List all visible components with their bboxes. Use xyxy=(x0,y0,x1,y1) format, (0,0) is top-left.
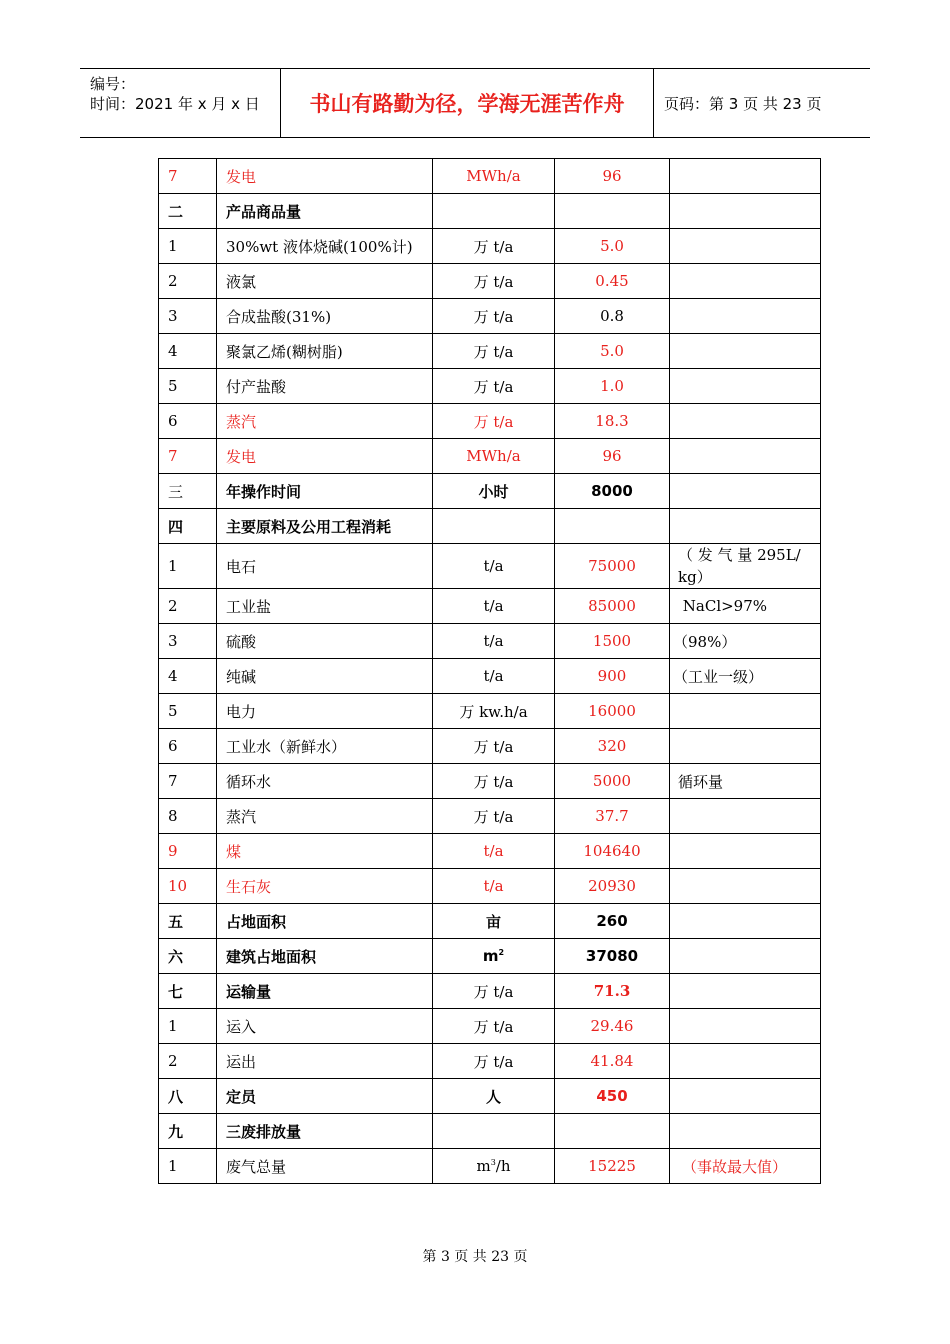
cell-item: 运输量 xyxy=(217,974,433,1009)
cell-note xyxy=(670,834,821,869)
cell-item: 合成盐酸(31%) xyxy=(217,299,433,334)
cell-index: 8 xyxy=(159,799,217,834)
cell-unit: 万 t/a xyxy=(433,729,555,764)
cell-unit: 万 t/a xyxy=(433,799,555,834)
cell-note: NaCl>97% xyxy=(670,589,821,624)
cell-index: 三 xyxy=(159,474,217,509)
unit-base: m xyxy=(476,1157,491,1175)
cell-note xyxy=(670,159,821,194)
cell-value: 16000 xyxy=(555,694,670,729)
cell-value: 320 xyxy=(555,729,670,764)
cell-index: 6 xyxy=(159,404,217,439)
cell-value xyxy=(555,509,670,544)
cell-unit: t/a xyxy=(433,544,555,589)
table-row xyxy=(159,939,821,974)
cell-item: 建筑占地面积 xyxy=(217,939,433,974)
table-row xyxy=(159,589,821,624)
cell-item: 运入 xyxy=(217,1009,433,1044)
table-row xyxy=(159,869,821,904)
cell-item: 运出 xyxy=(217,1044,433,1079)
cell-value xyxy=(555,1114,670,1149)
cell-value: 96 xyxy=(555,159,670,194)
cell-index: 2 xyxy=(159,589,217,624)
cell-unit: 万 t/a xyxy=(433,974,555,1009)
cell-index: 1 xyxy=(159,544,217,589)
cell-item: 生石灰 xyxy=(217,869,433,904)
cell-unit: 万 t/a xyxy=(433,404,555,439)
cell-note xyxy=(670,1009,821,1044)
table-row xyxy=(159,974,821,1009)
table-row xyxy=(159,509,821,544)
table-row xyxy=(159,299,821,334)
cell-note xyxy=(670,334,821,369)
unit-base: m xyxy=(482,947,499,965)
cell-index: 四 xyxy=(159,509,217,544)
cell-note xyxy=(670,369,821,404)
table-row xyxy=(159,439,821,474)
header-meta xyxy=(80,69,280,137)
cell-note xyxy=(670,799,821,834)
cell-index: 九 xyxy=(159,1114,217,1149)
table-row xyxy=(159,624,821,659)
cell-value: 15225 xyxy=(555,1149,670,1184)
cell-item: 蒸汽 xyxy=(217,404,433,439)
cell-note xyxy=(670,194,821,229)
cell-note: （事故最大值） xyxy=(670,1149,821,1184)
cell-note xyxy=(670,974,821,1009)
cell-item: 30%wt 液体烧碱(100%计) xyxy=(217,229,433,264)
table-row xyxy=(159,1009,821,1044)
cell-note xyxy=(670,1079,821,1114)
cell-item: 蒸汽 xyxy=(217,799,433,834)
cell-unit xyxy=(433,194,555,229)
cell-value: 0.8 xyxy=(555,299,670,334)
cell-note xyxy=(670,229,821,264)
table-row xyxy=(159,1079,821,1114)
cell-item: 定员 xyxy=(217,1079,433,1114)
cell-index: 4 xyxy=(159,334,217,369)
cell-item: 年操作时间 xyxy=(217,474,433,509)
cell-note xyxy=(670,869,821,904)
unit-superscript: 2 xyxy=(498,948,505,957)
cell-unit: t/a xyxy=(433,869,555,904)
cell-item: 付产盐酸 xyxy=(217,369,433,404)
table-row xyxy=(159,194,821,229)
cell-note xyxy=(670,264,821,299)
table-row xyxy=(159,159,821,194)
table-row xyxy=(159,264,821,299)
cell-index: 7 xyxy=(159,439,217,474)
cell-value: 41.84 xyxy=(555,1044,670,1079)
cell-value: 96 xyxy=(555,439,670,474)
table-row xyxy=(159,404,821,439)
cell-index: 2 xyxy=(159,264,217,299)
cell-index: 六 xyxy=(159,939,217,974)
cell-unit: 万 t/a xyxy=(433,764,555,799)
cell-unit: 万 kw.h/a xyxy=(433,694,555,729)
table-row xyxy=(159,834,821,869)
cell-unit: 万 t/a xyxy=(433,1044,555,1079)
cell-index: 二 xyxy=(159,194,217,229)
table-row xyxy=(159,694,821,729)
cell-note xyxy=(670,509,821,544)
cell-unit: 人 xyxy=(433,1079,555,1114)
data-table xyxy=(158,158,821,1184)
cell-item: 聚氯乙烯(糊树脂) xyxy=(217,334,433,369)
cell-value: 450 xyxy=(555,1079,670,1114)
cell-note xyxy=(670,439,821,474)
cell-item: 产品商品量 xyxy=(217,194,433,229)
cell-unit: t/a xyxy=(433,624,555,659)
table-row xyxy=(159,369,821,404)
cell-index: 1 xyxy=(159,1149,217,1184)
cell-index: 7 xyxy=(159,159,217,194)
cell-value: 5.0 xyxy=(555,334,670,369)
cell-value: 8000 xyxy=(555,474,670,509)
cell-value xyxy=(555,194,670,229)
table-row xyxy=(159,229,821,264)
cell-index: 5 xyxy=(159,694,217,729)
number-label: 编号： xyxy=(90,75,136,93)
cell-item: 工业水（新鲜水） xyxy=(217,729,433,764)
cell-value: 1.0 xyxy=(555,369,670,404)
table-row xyxy=(159,659,821,694)
table-row xyxy=(159,729,821,764)
table-row xyxy=(159,334,821,369)
table-row xyxy=(159,544,821,589)
cell-note xyxy=(670,939,821,974)
table-row xyxy=(159,764,821,799)
cell-index: 6 xyxy=(159,729,217,764)
table-row xyxy=(159,799,821,834)
cell-unit: t/a xyxy=(433,589,555,624)
cell-value: 37080 xyxy=(555,939,670,974)
cell-note xyxy=(670,299,821,334)
page-footer: 第 3 页 共 23 页 xyxy=(422,1249,528,1265)
cell-index: 1 xyxy=(159,229,217,264)
cell-item: 电石 xyxy=(217,544,433,589)
cell-value: 71.3 xyxy=(555,974,670,1009)
cell-item: 主要原料及公用工程消耗 xyxy=(217,509,433,544)
cell-index: 10 xyxy=(159,869,217,904)
cell-index: 1 xyxy=(159,1009,217,1044)
cell-unit: MWh/a xyxy=(433,439,555,474)
cell-unit: t/a xyxy=(433,834,555,869)
cell-unit: 万 t/a xyxy=(433,264,555,299)
cell-unit: t/a xyxy=(433,659,555,694)
cell-item: 液氯 xyxy=(217,264,433,299)
cell-note xyxy=(670,694,821,729)
cell-item: 废气总量 xyxy=(217,1149,433,1184)
cell-note xyxy=(670,729,821,764)
cell-note: （98%） xyxy=(670,624,821,659)
cell-unit: 万 t/a xyxy=(433,334,555,369)
cell-item: 发电 xyxy=(217,439,433,474)
header-motto: 书山有路勤为径，学海无涯苦作舟 xyxy=(280,69,654,137)
cell-index: 5 xyxy=(159,369,217,404)
cell-unit xyxy=(433,1149,555,1184)
cell-value: 5000 xyxy=(555,764,670,799)
cell-index: 五 xyxy=(159,904,217,939)
cell-unit: MWh/a xyxy=(433,159,555,194)
page-header xyxy=(80,68,870,138)
cell-item: 循环水 xyxy=(217,764,433,799)
cell-value: 18.3 xyxy=(555,404,670,439)
cell-index: 3 xyxy=(159,624,217,659)
unit-tail: /h xyxy=(495,1157,511,1175)
cell-index: 4 xyxy=(159,659,217,694)
header-page-label: 页码：第 3 页 共 23 页 xyxy=(664,94,822,113)
table-row xyxy=(159,1114,821,1149)
cell-item: 发电 xyxy=(217,159,433,194)
table-row xyxy=(159,904,821,939)
cell-value: 0.45 xyxy=(555,264,670,299)
cell-note xyxy=(670,1044,821,1079)
cell-note xyxy=(670,904,821,939)
cell-index: 9 xyxy=(159,834,217,869)
cell-unit xyxy=(433,939,555,974)
cell-value: 20930 xyxy=(555,869,670,904)
cell-unit: 万 t/a xyxy=(433,229,555,264)
cell-item: 占地面积 xyxy=(217,904,433,939)
table-row xyxy=(159,474,821,509)
cell-index: 7 xyxy=(159,764,217,799)
table-row xyxy=(159,1044,821,1079)
cell-item: 纯碱 xyxy=(217,659,433,694)
cell-value: 75000 xyxy=(555,544,670,589)
cell-index: 3 xyxy=(159,299,217,334)
time-label: 时间：2021 年 x 月 x 日 xyxy=(90,95,260,113)
cell-unit xyxy=(433,1114,555,1149)
cell-unit xyxy=(433,509,555,544)
cell-index: 2 xyxy=(159,1044,217,1079)
cell-note xyxy=(670,404,821,439)
cell-item: 煤 xyxy=(217,834,433,869)
cell-note xyxy=(670,1114,821,1149)
cell-unit: 万 t/a xyxy=(433,1009,555,1044)
unit-superscript: 3 xyxy=(490,1158,496,1167)
cell-unit: 亩 xyxy=(433,904,555,939)
cell-item: 工业盐 xyxy=(217,589,433,624)
cell-note: 循环量 xyxy=(670,764,821,799)
cell-unit: 万 t/a xyxy=(433,369,555,404)
cell-item: 电力 xyxy=(217,694,433,729)
cell-note: （ 发 气 量 295L/ kg） xyxy=(670,544,821,589)
cell-value: 1500 xyxy=(555,624,670,659)
table-row xyxy=(159,1149,821,1184)
cell-value: 37.7 xyxy=(555,799,670,834)
cell-note: （工业一级） xyxy=(670,659,821,694)
cell-value: 85000 xyxy=(555,589,670,624)
cell-value: 104640 xyxy=(555,834,670,869)
cell-unit: 小时 xyxy=(433,474,555,509)
cell-note xyxy=(670,474,821,509)
cell-value: 29.46 xyxy=(555,1009,670,1044)
cell-value: 5.0 xyxy=(555,229,670,264)
cell-unit: 万 t/a xyxy=(433,299,555,334)
cell-item: 三废排放量 xyxy=(217,1114,433,1149)
cell-index: 七 xyxy=(159,974,217,1009)
cell-value: 900 xyxy=(555,659,670,694)
cell-item: 硫酸 xyxy=(217,624,433,659)
cell-index: 八 xyxy=(159,1079,217,1114)
cell-value: 260 xyxy=(555,904,670,939)
